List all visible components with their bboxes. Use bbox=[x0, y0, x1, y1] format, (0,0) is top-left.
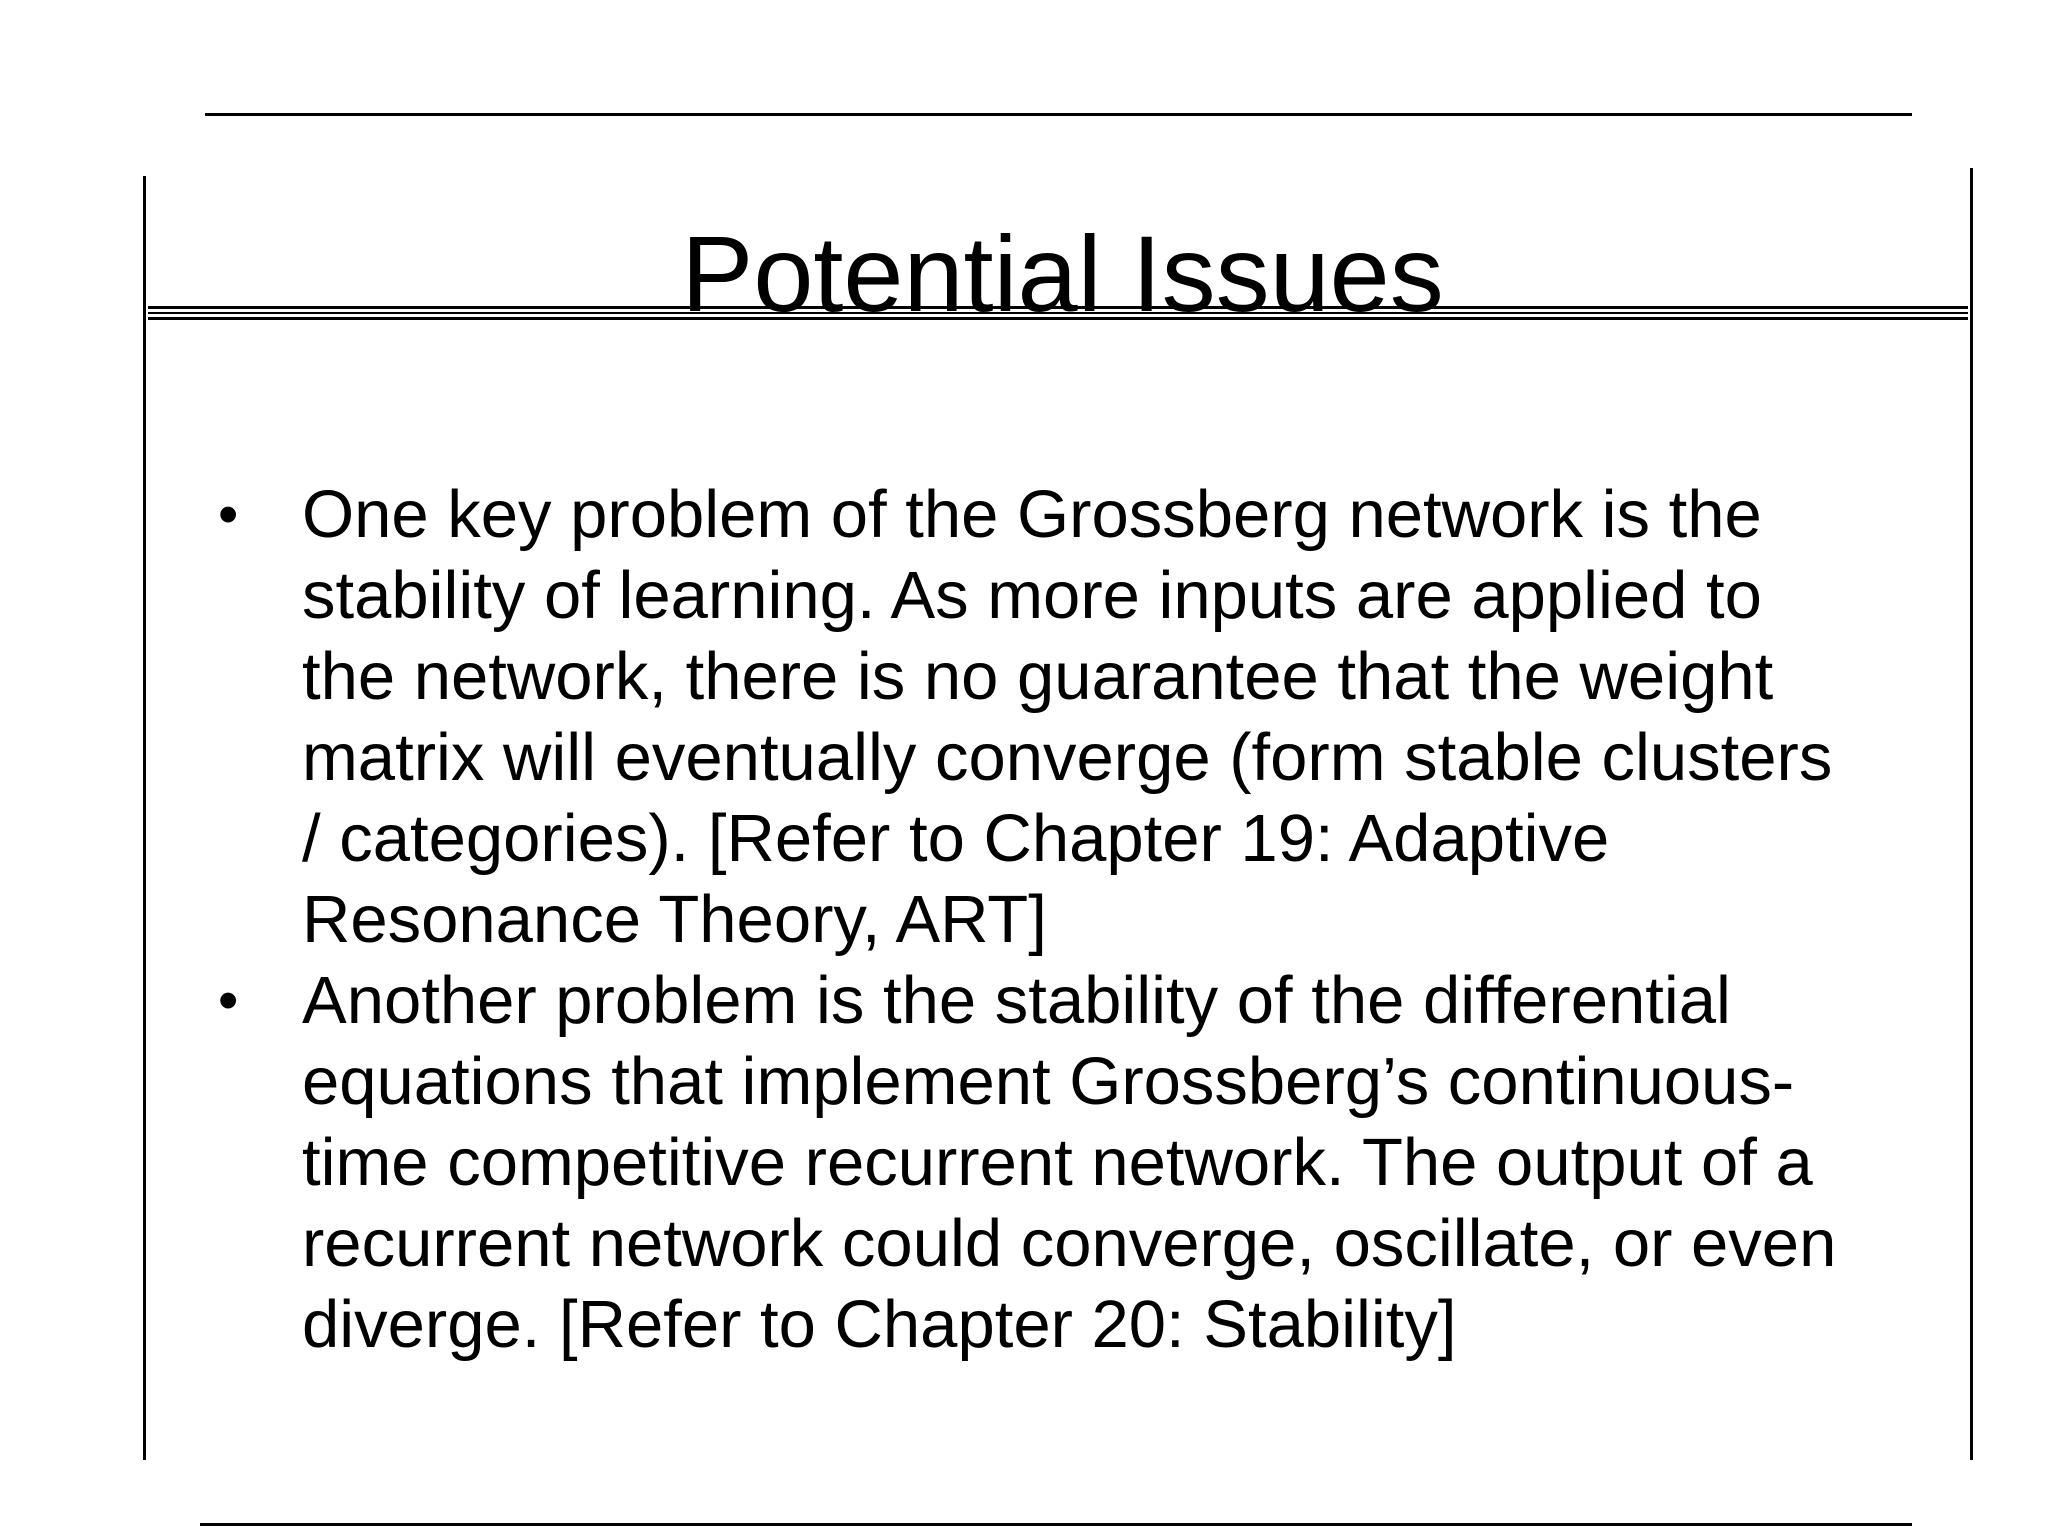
bullet-item-grossberg-learning bbox=[218, 474, 1928, 960]
bullet-icon: • bbox=[218, 968, 239, 1033]
slide-title: Potential Issues bbox=[681, 213, 1444, 335]
bullet-1-line-3: the network, there is no guarantee that the weight bbox=[302, 639, 1774, 714]
right-rule bbox=[1970, 168, 1973, 1460]
bullet-1-line-1: One key problem of the Grossberg network is the bbox=[302, 477, 1762, 552]
bullet-1-line-5: / categories). [Refer to Chapter 19: Adaptive bbox=[302, 801, 1610, 876]
bullet-item-differential-stability bbox=[218, 960, 1928, 1365]
bullet-1-line-6: Resonance Theory, ART] bbox=[302, 882, 1047, 957]
top-rule bbox=[205, 113, 1912, 116]
left-rule bbox=[143, 176, 146, 1460]
bullet-2-line-5: diverge. [Refer to Chapter 20: Stability] bbox=[302, 1287, 1457, 1362]
bullet-2-line-2: equations that implement Grossberg’s continuous- bbox=[302, 1044, 1795, 1119]
bullet-2-line-3: time competitive recurrent network. The output of a bbox=[302, 1125, 1813, 1200]
bullet-2-line-4: recurrent network could converge, oscillate, or even bbox=[302, 1206, 1837, 1281]
bullet-1-line-4: matrix will eventually converge (form stable clusters bbox=[302, 720, 1833, 795]
bullet-2-line-1: Another problem is the stability of the differential bbox=[302, 963, 1731, 1038]
bullet-icon: • bbox=[218, 482, 239, 547]
bottom-rule bbox=[200, 1523, 1912, 1526]
bullet-1-line-2: stability of learning. As more inputs are applied to bbox=[302, 558, 1762, 633]
bullet-list bbox=[218, 474, 1928, 1365]
